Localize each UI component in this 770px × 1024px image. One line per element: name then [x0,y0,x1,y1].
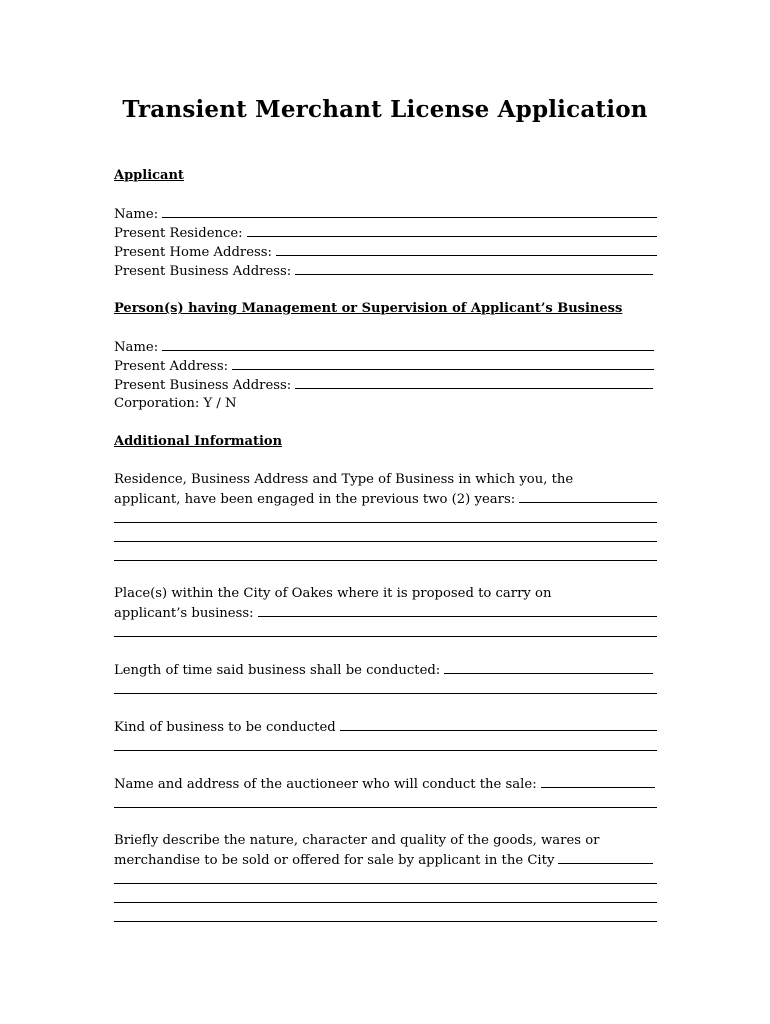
management-name-row [114,337,657,356]
applicant-home-address-field[interactable] [276,242,657,256]
q4-extra-line-1[interactable] [114,736,657,755]
applicant-home-address-row [114,242,657,261]
q6-text-line1: Briefly describe the nature, character and quality of the goods, wares or [114,833,600,848]
additional-info-heading: Additional Information [114,434,283,449]
q2-text-line2: applicant’s business: [114,606,254,621]
management-name-label: Name: [114,340,159,355]
q3-field[interactable] [444,660,653,674]
corporation-row [114,394,657,413]
applicant-home-address-label: Present Home Address: [114,245,272,260]
q1-text-line1: Residence, Business Address and Type of Business in which you, the [114,472,574,487]
q6-row [114,850,657,869]
q6-text-line2: merchandise to be sold or offered for sale by applicant in the City [114,853,555,868]
q6-extra-line-3[interactable] [114,907,657,926]
q5-field[interactable] [541,774,655,788]
management-business-address-field[interactable] [295,375,653,389]
management-name-field[interactable] [162,337,654,351]
applicant-residence-row [114,223,657,242]
q1-extra-line-3[interactable] [114,546,657,565]
q3-row [114,660,657,679]
q4-row [114,717,657,736]
applicant-business-address-label: Present Business Address: [114,264,292,279]
q5-text: Name and address of the auctioneer who will conduct the sale: [114,777,537,792]
q6-field[interactable] [558,850,653,864]
management-address-label: Present Address: [114,359,229,374]
management-address-field[interactable] [232,356,654,370]
q5-row [114,774,657,793]
applicant-name-label: Name: [114,207,159,222]
applicant-heading: Applicant [114,168,184,183]
q2-row [114,603,657,622]
q6-extra-line-2[interactable] [114,888,657,907]
q2-extra-line-1[interactable] [114,622,657,641]
q1-extra-line-1[interactable] [114,508,657,527]
applicant-business-address-field[interactable] [295,261,653,275]
management-heading: Person(s) having Management or Supervision of Applicant’s Business [114,301,623,316]
q1-text-line2: applicant, have been engaged in the previous two (2) years: [114,492,516,507]
applicant-business-address-row [114,261,657,280]
management-address-row [114,356,657,375]
management-business-address-row [114,375,657,394]
q1-extra-line-2[interactable] [114,527,657,546]
applicant-name-row [114,204,657,223]
corporation-label[interactable]: Corporation: Y / N [114,396,237,411]
q4-text: Kind of business to be conducted [114,720,336,735]
form-content [114,166,657,926]
q6-extra-line-1[interactable] [114,869,657,888]
q5-extra-line-1[interactable] [114,793,657,812]
q2-field[interactable] [258,603,657,617]
form-title: Transient Merchant License Application [122,96,648,123]
applicant-residence-field[interactable] [247,223,657,237]
q3-extra-line-1[interactable] [114,679,657,698]
q1-row [114,489,657,508]
q3-text: Length of time said business shall be conducted: [114,663,441,678]
q2-text-line1: Place(s) within the City of Oakes where it is proposed to carry on [114,586,552,601]
applicant-name-field[interactable] [162,204,657,218]
management-business-address-label: Present Business Address: [114,378,292,393]
q4-field[interactable] [340,717,657,731]
applicant-residence-label: Present Residence: [114,226,243,241]
q1-field[interactable] [519,489,657,503]
